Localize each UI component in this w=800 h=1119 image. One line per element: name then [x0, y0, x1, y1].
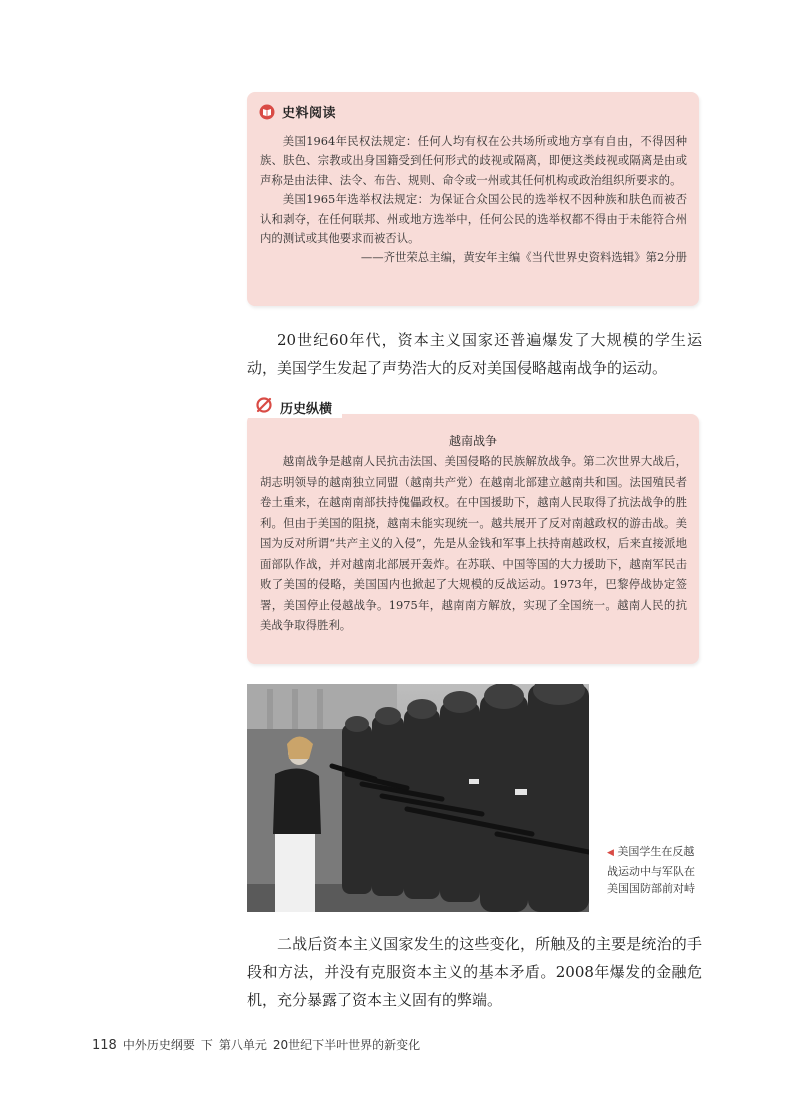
- photo-caption: [607, 843, 703, 898]
- vietnam-war-title: 越南战争: [448, 434, 497, 448]
- vietnam-war-paragraph: 越南战争是越南人民抗击法国、美国侵略的民族解放战争。第二次世界大战后，胡志明领导的越南独立同盟（越南共产党）在越南北部建立越南共和国。法国殖民者卷土重来，在越南南部扶持傀儡政权。在中国援助下，越南人民取得了抗法战争的胜利。但由于美国的阻挠，越南未能实现统一。越共展开了反对南越政权的游击战。美国为反对所谓“共产主义的入侵”，先是从金钱和军事上扶持南越政权，后来直接派地面部队作战，并对越南北部展开轰炸。在苏联、中国等国的大力援助下，越南军民击败了美国的侵略，美国国内也掀起了大规模的反战运动。1973年，巴黎停战协定签署，美国停止侵越战争。1975年，越南南方解放，实现了全国统一。越南人民的抗美战争取得胜利。: [260, 454, 687, 632]
- history-panorama-header: [247, 396, 342, 418]
- source-reading-box: [247, 92, 699, 306]
- photo-caption-text: 美国学生在反越战运动中与军队在美国国防部前对峙: [607, 845, 695, 895]
- body-paragraph-student-movement: 20世纪60年代，资本主义国家还普遍爆发了大规模的学生运动，美国学生发起了声势浩大的反对美国侵略越南战争的运动。: [247, 331, 702, 377]
- unit-label: 第八单元: [218, 1038, 267, 1052]
- history-panorama-title: 历史纵横: [280, 401, 333, 417]
- source-reading-title: 史料阅读: [282, 106, 337, 121]
- history-panorama-box: [247, 414, 699, 664]
- voting-rights-act-paragraph: 美国1965年选举权法规定：为保证合众国公民的选举权不因种族和肤色而被否认和剥夺，在任何联邦、州或地方选举中，任何公民的选举权都不得由于未能符合州内的测试或其他要求而被否认。: [260, 192, 687, 246]
- book-title: 中外历史纲要: [122, 1038, 195, 1052]
- source-reading-header: [259, 102, 336, 121]
- globe-icon: [255, 396, 273, 418]
- civil-rights-act-paragraph: 美国1964年民权法规定：任何人均有权在公共场所或地方享有自由，不得因种族、肤色、宗教或出身国籍受到任何形式的歧视或隔离，即便这类歧视或隔离是由或声称是由法律、法令、布告、规则、命令或一州或其任何机构或政治组织所要求的。: [260, 134, 687, 187]
- volume-label: 下: [200, 1038, 213, 1052]
- book-icon: [259, 104, 275, 120]
- vietnam-war-text: [260, 451, 687, 636]
- source-reading-text: [260, 132, 687, 268]
- caption-triangle-icon: ◀: [607, 848, 614, 858]
- protest-photo: [247, 684, 589, 912]
- unit-title: 20世纪下半叶世界的新变化: [272, 1038, 421, 1052]
- page-number: 118: [92, 1038, 117, 1053]
- source-citation: ——齐世荣总主编，黄安年主编《当代世界史资料选辑》第2分册: [360, 250, 687, 265]
- body-paragraph-capitalism: 二战后资本主义国家发生的这些变化，所触及的主要是统治的手段和方法，并没有克服资本主义的基本矛盾。2008年爆发的金融危机，充分暴露了资本主义固有的弊端。: [247, 935, 702, 1009]
- page-footer: [92, 1036, 420, 1053]
